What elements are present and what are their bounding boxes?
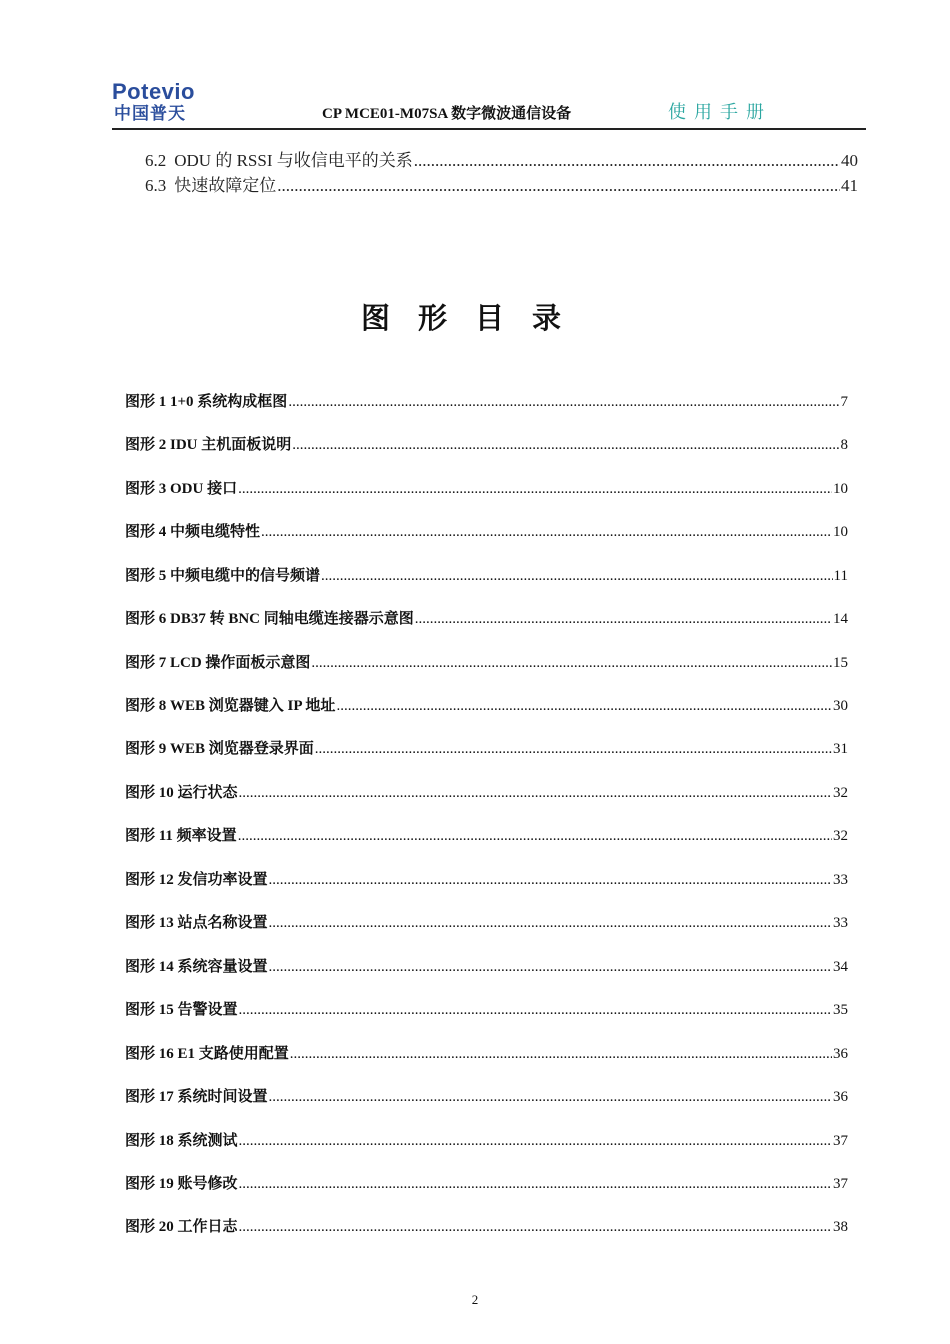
figure-entry-label: 图形 2 IDU 主机面板说明 xyxy=(125,437,292,453)
figure-entry[interactable] xyxy=(125,479,848,499)
page-header xyxy=(0,0,950,135)
figure-entry-page: 30 xyxy=(833,698,848,714)
figure-entry-page: 38 xyxy=(833,1219,848,1235)
figure-entry-label: 图形 17 系统时间设置 xyxy=(125,1089,268,1105)
potevio-logo xyxy=(112,80,222,128)
figure-entry[interactable] xyxy=(125,435,848,455)
figure-entry-page: 35 xyxy=(833,1002,848,1018)
figure-entry[interactable] xyxy=(125,1131,848,1151)
dot-leader xyxy=(239,1000,832,1020)
figure-entry-label: 图形 19 账号修改 xyxy=(125,1176,238,1192)
figure-entry-page: 36 xyxy=(833,1089,848,1105)
figure-entry[interactable] xyxy=(125,392,848,412)
figure-entry-label: 图形 3 ODU 接口 xyxy=(125,481,238,497)
figure-entry-page: 10 xyxy=(833,481,848,497)
figure-entry-page: 32 xyxy=(833,828,848,844)
figure-entry-label: 图形 1 1+0 系统构成框图 xyxy=(125,394,288,410)
figure-entry-label: 图形 11 频率设置 xyxy=(125,828,237,844)
figure-entry[interactable] xyxy=(125,1000,848,1020)
figure-entry-label: 图形 5 中频电缆中的信号频谱 xyxy=(125,568,321,584)
dot-leader xyxy=(261,522,832,542)
figure-entry-label: 图形 4 中频电缆特性 xyxy=(125,524,261,540)
figure-entry-page: 36 xyxy=(833,1046,848,1062)
figure-entry-page: 32 xyxy=(833,785,848,801)
dot-leader xyxy=(239,1131,832,1151)
toc-entry[interactable] xyxy=(145,175,858,197)
dot-leader xyxy=(290,1044,832,1064)
figure-entry[interactable] xyxy=(125,783,848,803)
dot-leader xyxy=(269,870,832,890)
header-divider xyxy=(112,128,866,130)
figure-entry-label: 图形 15 告警设置 xyxy=(125,1002,238,1018)
figure-entry[interactable] xyxy=(125,739,848,759)
toc-entry-text: 快速故障定位 xyxy=(174,176,277,195)
list-of-figures-heading: 图形目录 xyxy=(360,301,589,335)
dot-leader xyxy=(414,150,840,172)
figure-entry-label: 图形 7 LCD 操作面板示意图 xyxy=(125,655,311,671)
dot-leader xyxy=(415,609,832,629)
figure-entry[interactable] xyxy=(125,653,848,673)
figure-entry[interactable] xyxy=(125,870,848,890)
figure-entry[interactable] xyxy=(125,522,848,542)
figure-entry-page: 8 xyxy=(840,437,848,453)
dot-leader xyxy=(269,1087,832,1107)
dot-leader xyxy=(239,1217,832,1237)
figure-entry-page: 33 xyxy=(833,915,848,931)
figure-entry-label: 图形 16 E1 支路使用配置 xyxy=(125,1046,289,1062)
logo-text-cn: 中国普天 xyxy=(114,104,186,124)
dot-leader xyxy=(277,175,840,197)
toc-entry-number: 6.2 xyxy=(145,151,167,170)
toc-entry-title xyxy=(145,175,276,197)
figure-entry-page: 7 xyxy=(840,394,848,410)
dot-leader xyxy=(238,826,832,846)
figure-entry-page: 31 xyxy=(833,741,848,757)
dot-leader xyxy=(269,913,832,933)
dot-leader xyxy=(238,479,832,499)
toc-entry[interactable] xyxy=(145,150,858,172)
dot-leader xyxy=(315,739,832,759)
dot-leader xyxy=(321,566,833,586)
figure-entry-label: 图形 12 发信功率设置 xyxy=(125,872,268,888)
dot-leader xyxy=(288,392,839,412)
manual-label: 使用手册 xyxy=(668,102,772,123)
figure-entry-page: 34 xyxy=(833,959,848,975)
dot-leader xyxy=(336,696,832,716)
figure-entry-label: 图形 18 系统测试 xyxy=(125,1133,238,1149)
dot-leader xyxy=(311,653,832,673)
figure-entry[interactable] xyxy=(125,566,848,586)
figure-entry[interactable] xyxy=(125,913,848,933)
page-number: 2 xyxy=(471,1292,479,1307)
figure-entry-page: 11 xyxy=(833,568,848,584)
figure-entry-page: 15 xyxy=(833,655,848,671)
toc-entry-page: 40 xyxy=(841,151,858,170)
toc-entry-page: 41 xyxy=(841,176,858,195)
figure-entry-page: 14 xyxy=(833,611,848,627)
figure-entry-label: 图形 10 运行状态 xyxy=(125,785,238,801)
figure-entry-label: 图形 9 WEB 浏览器登录界面 xyxy=(125,741,314,757)
dot-leader xyxy=(269,957,832,977)
figure-entry-label: 图形 14 系统容量设置 xyxy=(125,959,268,975)
toc-entry-title xyxy=(145,150,413,172)
figure-entry[interactable] xyxy=(125,957,848,977)
figure-entry-label: 图形 20 工作日志 xyxy=(125,1219,238,1235)
figure-entry-label: 图形 8 WEB 浏览器键入 IP 地址 xyxy=(125,698,336,714)
figure-entry[interactable] xyxy=(125,1174,848,1194)
figure-entry-page: 37 xyxy=(833,1176,848,1192)
dot-leader xyxy=(292,435,839,455)
figure-entry-page: 37 xyxy=(833,1133,848,1149)
figure-entry[interactable] xyxy=(125,826,848,846)
document-title: CP MCE01-M07SA 数字微波通信设备 xyxy=(322,106,572,122)
figure-entry[interactable] xyxy=(125,1087,848,1107)
figure-entry-label: 图形 6 DB37 转 BNC 同轴电缆连接器示意图 xyxy=(125,611,414,627)
figure-entry-page: 33 xyxy=(833,872,848,888)
figure-entry[interactable] xyxy=(125,1044,848,1064)
figure-entry[interactable] xyxy=(125,1217,848,1237)
figure-entry-page: 10 xyxy=(833,524,848,540)
figure-entry-label: 图形 13 站点名称设置 xyxy=(125,915,268,931)
toc-entry-number: 6.3 xyxy=(145,176,167,195)
figure-entry[interactable] xyxy=(125,696,848,716)
figure-entry[interactable] xyxy=(125,609,848,629)
dot-leader xyxy=(239,783,832,803)
toc-entry-text: ODU 的 RSSI 与收信电平的关系 xyxy=(174,151,413,170)
logo-text-en: Potevio xyxy=(112,79,195,104)
dot-leader xyxy=(239,1174,832,1194)
